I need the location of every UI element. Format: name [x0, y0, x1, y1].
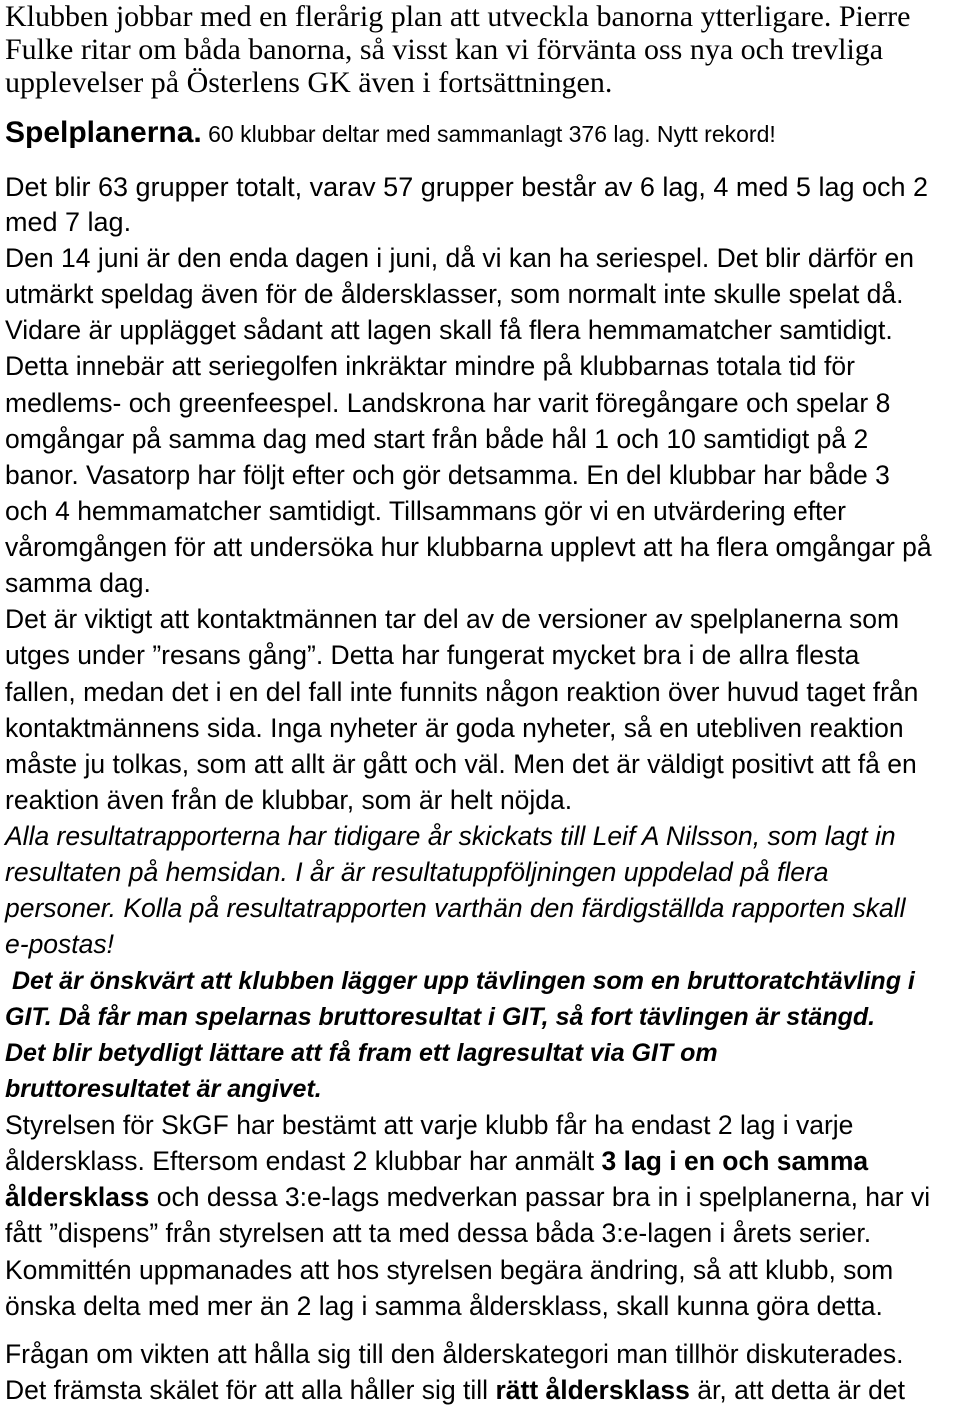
stats-paragraph [5, 170, 960, 240]
heading-lead-text: 60 klubbar deltar med sammanlagt 376 lag. Nytt rekord! [201, 121, 776, 147]
body-line: omgångar på samma dag med start från både hål 1 och 10 samtidigt på 2 [5, 423, 869, 454]
italic-line: personer. Kolla på resultatrapporten varthän den färdigställda rapporten skall [5, 893, 906, 924]
resultatrapporter-italic-paragraph [5, 818, 960, 963]
fragan-paragraph [5, 1336, 960, 1405]
body-line: utmärkt speldag även för de åldersklasser, som normalt inte skulle spelat då. [5, 279, 904, 310]
body-line: medlems- och greenfeespel. Landskrona har varit föregångare och spelar 8 [5, 387, 891, 418]
body-line [5, 1372, 958, 1405]
intro-line: Klubben jobbar med en flerårig plan att utveckla banorna ytterligare. Pierre [5, 0, 911, 33]
stats-line: Det blir 63 grupper totalt, varav 57 grupper består av 6 lag, 4 med 5 lag och 2 [5, 172, 929, 202]
spelplanerna-heading-line [5, 112, 958, 154]
body-line [5, 1179, 958, 1215]
stats-line: med 7 lag. [5, 207, 132, 237]
body-line: banor. Vasatorp har följt efter och gör detsamma. En del klubbar har både 3 [5, 459, 890, 490]
styrelsen-paragraph [5, 1107, 960, 1324]
body-text-span: är, att detta är det [689, 1374, 905, 1405]
intro-line: Fulke ritar om båda banorna, så visst kan vi förvänta oss nya och trevliga [5, 33, 884, 66]
intro-paragraph [5, 0, 960, 99]
bold-italic-line: Det blir betydligt lättare att få fram ett lagresultat via GIT om [5, 1038, 718, 1067]
body-line: fallen, medan det i en del fall inte funnits någon reaktion över huvud taget från [5, 676, 919, 707]
bold-text: 3 lag i en och samma [601, 1146, 869, 1177]
body-line: Kommittén uppmanades att hos styrelsen begära ändring, så att klubb, som [5, 1254, 894, 1285]
body-line [5, 1143, 958, 1179]
body-text [5, 240, 960, 1405]
italic-line: e-postas! [5, 929, 115, 960]
body-line: kontaktmännens sida. Inga nyheter är goda nyheter, så en utebliven reaktion [5, 712, 904, 743]
italic-line: resultaten på hemsidan. I år är resultatuppföljningen uppdelad på flera [5, 857, 829, 888]
body-line: Den 14 juni är den enda dagen i juni, då vi kan ha seriespel. Det blir därför en [5, 243, 914, 273]
body-line: Styrelsen för SkGF har bestämt att varje klubb får ha endast 2 lag i varje [5, 1110, 854, 1140]
body-line: utges under ”resans gång”. Detta har fungerat mycket bra i de allra flesta [5, 640, 860, 671]
bold-text: rätt åldersklass [495, 1374, 690, 1405]
body-line: Vidare är upplägget sådant att lagen skall få flera hemmamatcher samtidigt. [5, 315, 893, 346]
body-line: Detta innebär att seriegolfen inkräktar mindre på klubbarnas totala tid för [5, 351, 855, 382]
body-line: måste ju tolkas, som att allt är gått och väl. Men det är väldigt positivt att få en [5, 748, 917, 779]
body-line: Det är viktigt att kontaktmännen tar del av de versioner av spelplanerna som [5, 604, 900, 635]
body-line: Frågan om vikten att hålla sig till den ålderskategori man tillhör diskuterades. [5, 1338, 904, 1369]
bold-italic-line: bruttoresultatet är angivet. [5, 1074, 322, 1103]
bold-italic-line: GIT. Då får man spelarnas bruttoresultat i GIT, så fort tävlingen är stängd. [5, 1002, 876, 1031]
body-line: våromgången för att undersöka hur klubbarna upplevt att ha flera omgångar på [5, 532, 932, 562]
italic-line: Alla resultatrapporterna har tidigare år skickats till Leif A Nilsson, som lagt in [5, 821, 896, 851]
kontaktman-paragraph [5, 601, 960, 818]
git-bold-italic-paragraph [5, 963, 960, 1108]
body-text-span: och dessa 3:e-lags medverkan passar bra in i spelplanerna, har vi [149, 1182, 931, 1213]
body-line: fått ”dispens” från styrelsen att ta med dessa båda 3:e-lagen i årets serier. [5, 1218, 872, 1249]
intro-line: upplevelser på Österlens GK även i fortsättningen. [5, 66, 613, 99]
body-line: reaktion även från de klubbar, som är helt nöjda. [5, 784, 573, 815]
section-heading: Spelplanerna. [5, 116, 202, 149]
body-line: önska delta med mer än 2 lag i samma åldersklass, skall kunna göra detta. [5, 1290, 883, 1321]
body-text-span: Det främsta skälet för att alla håller sig till [5, 1374, 496, 1405]
body-line: och 4 hemmamatcher samtidigt. Tillsammans gör vi en utvärdering efter [5, 495, 846, 526]
seriespel-paragraph [5, 240, 960, 601]
body-text-span: åldersklass. Eftersom endast 2 klubbar har anmält [5, 1146, 602, 1177]
bold-italic-line: Det är önskvärt att klubben lägger upp tävlingen som en bruttoratchtävling i [5, 966, 915, 995]
body-line: samma dag. [5, 568, 151, 599]
bold-text: åldersklass [5, 1182, 150, 1213]
